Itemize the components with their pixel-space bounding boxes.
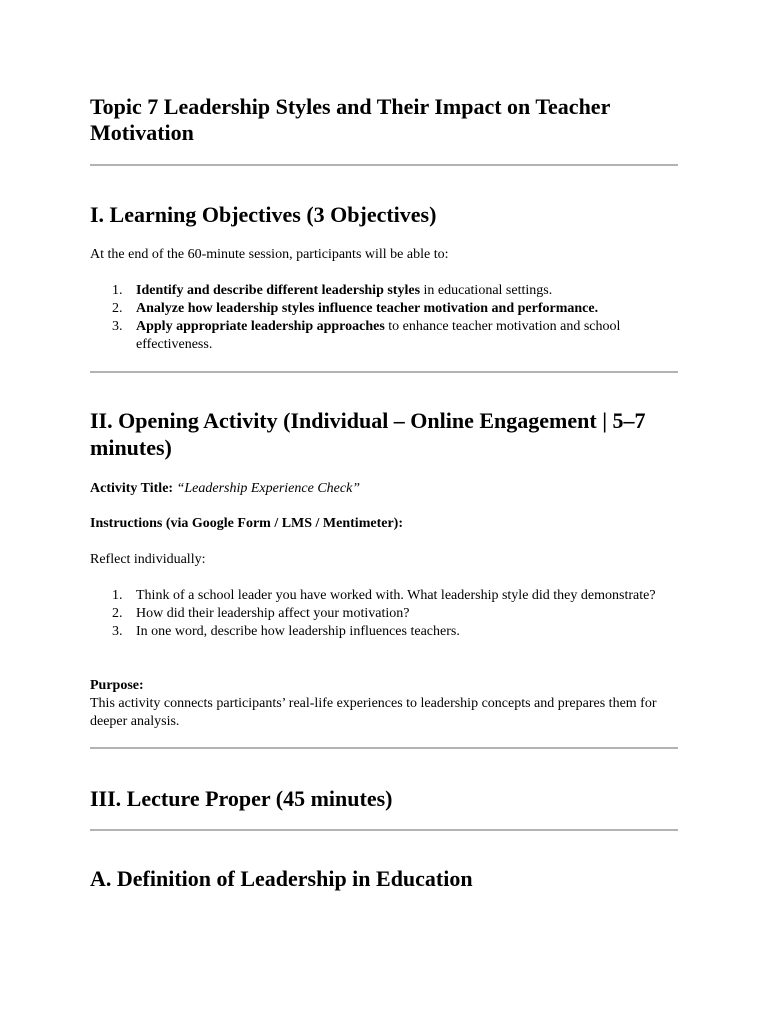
- list-number: 3.: [112, 319, 123, 334]
- objectives-intro: At the end of the 60-minute session, participants will be able to:: [90, 247, 449, 262]
- list-item-text: How did their leadership affect your motivation?: [136, 606, 410, 621]
- list-item-text: Think of a school leader you have worked with. What leadership style did they demonstrate?: [136, 588, 656, 603]
- activity-title-label: Activity Title:: [90, 481, 174, 496]
- list-number: 3.: [112, 624, 123, 639]
- horizontal-rule: [90, 747, 678, 749]
- horizontal-rule: [90, 829, 678, 831]
- purpose-text: This activity connects participants’ real-life experiences to leadership concepts and prepares them for deeper analysis.: [90, 696, 657, 729]
- list-number: 1.: [112, 588, 123, 603]
- objectives-list: [90, 282, 678, 354]
- list-number: 1.: [112, 283, 123, 298]
- objective-bold: Identify and describe different leadership styles: [136, 283, 421, 298]
- instructions-label: Instructions (via Google Form / LMS / Mentimeter):: [90, 516, 403, 531]
- purpose-label: Purpose:: [90, 678, 144, 693]
- document-title: Topic 7 Leadership Styles and Their Impact on Teacher Motivation: [90, 94, 610, 145]
- objective-text: in educational settings.: [420, 283, 553, 298]
- section-heading-objectives: I. Learning Objectives (3 Objectives): [90, 202, 437, 227]
- objective-bold: Apply appropriate leadership approaches: [136, 319, 385, 334]
- section-heading-lecture: III. Lecture Proper (45 minutes): [90, 786, 393, 811]
- list-item: [90, 605, 678, 623]
- reflection-list: [90, 587, 678, 641]
- list-item: [90, 318, 678, 354]
- list-item: [90, 300, 678, 318]
- objective-bold: Analyze how leadership styles influence teacher motivation and performance.: [136, 301, 599, 316]
- activity-title-value: “Leadership Experience Check”: [176, 481, 361, 496]
- list-item-text: In one word, describe how leadership influences teachers.: [136, 624, 460, 639]
- reflect-text: Reflect individually:: [90, 552, 206, 567]
- horizontal-rule: [90, 164, 678, 166]
- subsection-heading-definition: A. Definition of Leadership in Education: [90, 866, 473, 891]
- list-number: 2.: [112, 301, 123, 316]
- list-item: [90, 587, 678, 605]
- objective-text: to enhance teacher motivation and school effectiveness.: [136, 319, 621, 352]
- section-heading-opening-activity: II. Opening Activity (Individual – Online Engagement | 5–7 minutes): [90, 408, 646, 460]
- list-item: [90, 623, 678, 641]
- horizontal-rule: [90, 371, 678, 373]
- list-number: 2.: [112, 606, 123, 621]
- activity-title-line: [90, 480, 678, 498]
- list-item: [90, 282, 678, 300]
